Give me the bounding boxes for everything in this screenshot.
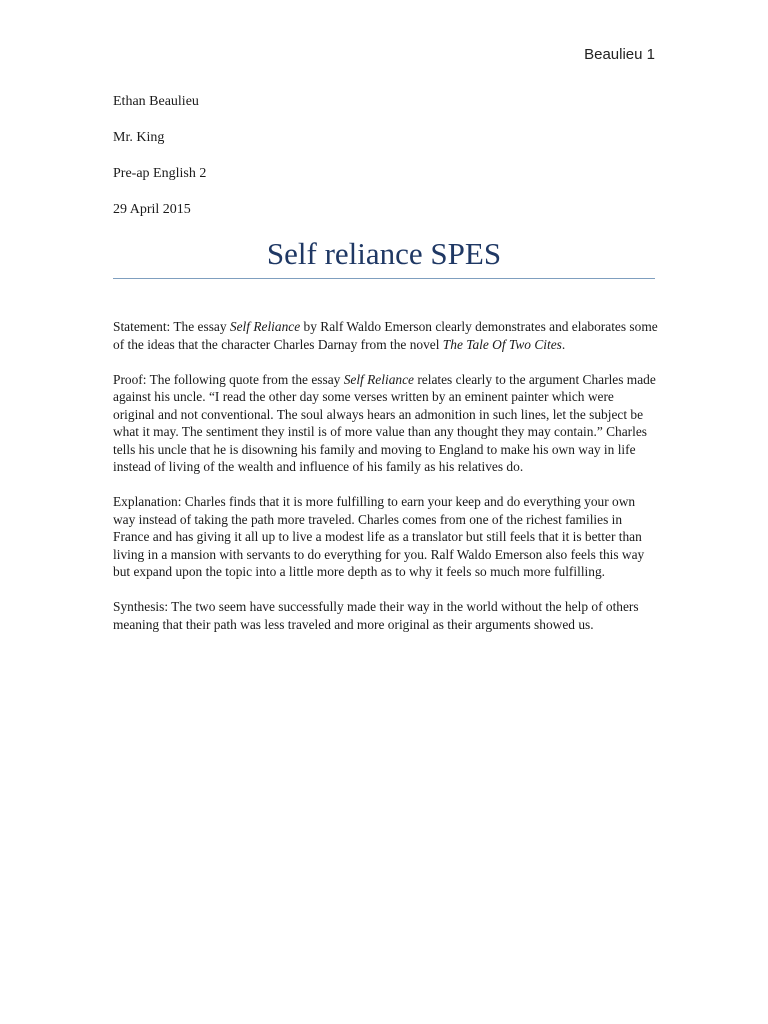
proof-text: relates clearly to the argument Charles made against his uncle. “I read the other day some verses written by an eminent painter which were original and not conventional. The soul always hears an admonition in such lines, let the subject be what it may. The sentiment they instil is of more value than any thought they may contain.” Charles tells his uncle that he is disowning his family and moving to England to make his own way in life instead of living of the wealth and influence of his family as his relatives do. xyxy=(113,371,656,474)
proof-paragraph xyxy=(113,371,658,476)
page-title: Self reliance SPES xyxy=(266,236,502,271)
mla-heading xyxy=(113,93,206,237)
title-rule xyxy=(113,278,655,279)
explanation-paragraph: Explanation: Charles finds that it is more fulfilling to earn your keep and do everything your own way instead of taking the path more traveled. Charles comes from one of the richest families in France and has giving it all up to live a modest life as a translator but still feels that it is better than living in a mansion with servants to do everything for you. Ralf Waldo Emerson also feels this way but expand upon the topic into a little more depth as to why it feels so much more fulfilling. xyxy=(113,494,645,579)
statement-essay-title: Self Reliance xyxy=(229,319,301,334)
statement-novel-title: The Tale Of Two Cites xyxy=(442,336,562,352)
statement-paragraph xyxy=(113,318,658,353)
student-name: Ethan Beaulieu xyxy=(113,94,199,109)
statement-text: Statement: The essay xyxy=(113,319,230,334)
date: 29 April 2015 xyxy=(113,202,191,217)
teacher-name: Mr. King xyxy=(113,130,165,145)
essay-body xyxy=(113,318,658,651)
statement-text: . xyxy=(561,336,566,352)
course-name: Pre-ap English 2 xyxy=(113,166,207,181)
statement-text: by Ralf Waldo Emerson clearly demonstrates and elaborates some of the ideas that the character Charles Darnay from the novel xyxy=(113,319,658,352)
running-head: Beaulieu 1 xyxy=(584,46,655,63)
synthesis-paragraph: Synthesis: The two seem have successfully made their way in the world without the help of others meaning that their path was less traveled and more original as their arguments showed us. xyxy=(113,599,639,632)
proof-essay-title: Self Reliance xyxy=(343,371,414,387)
proof-text: Proof: The following quote from the essay xyxy=(113,371,344,387)
